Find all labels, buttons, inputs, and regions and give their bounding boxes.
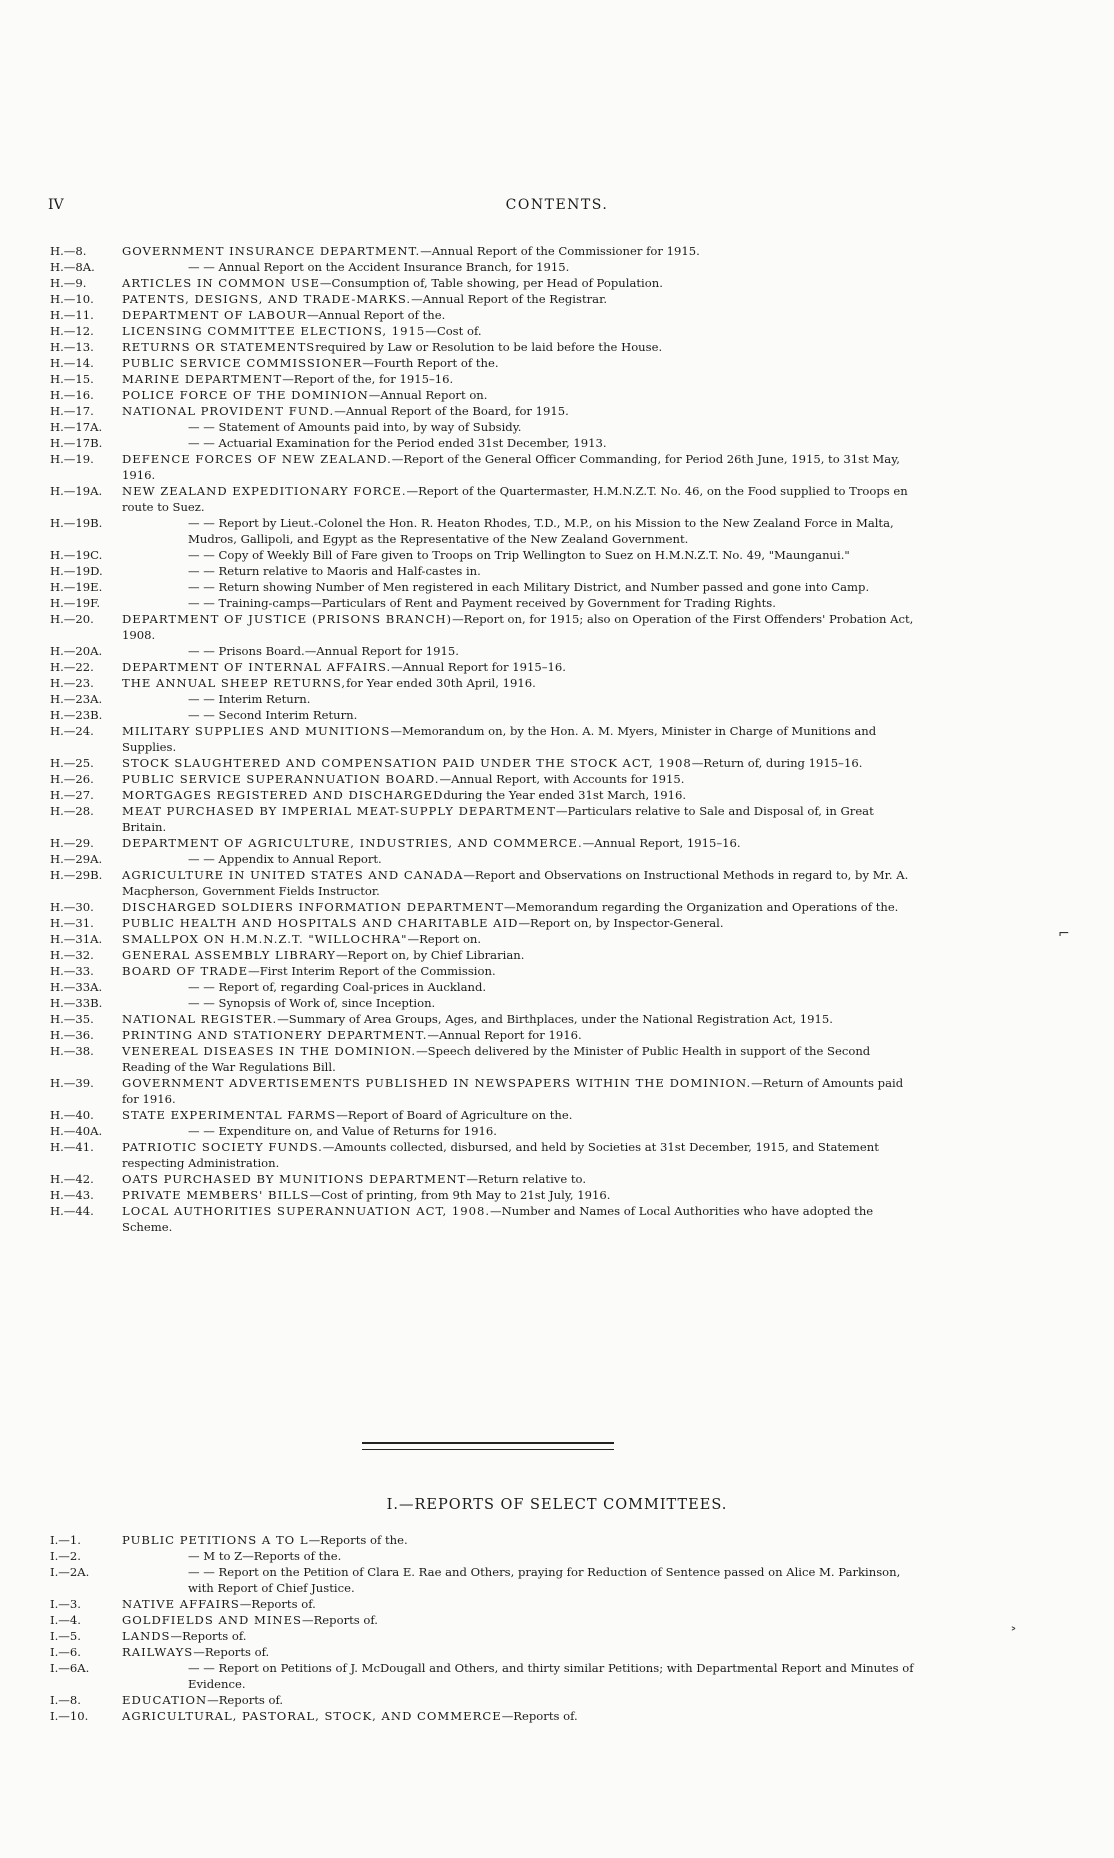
entry-title: PATENTS, DESIGNS, AND TRADE-MARKS. — [122, 292, 412, 306]
entry-description: —Reports of. — [239, 1597, 316, 1611]
entry-text — [122, 1123, 918, 1139]
entry-code: H.—33A. — [50, 980, 103, 994]
contents-entry — [0, 723, 918, 755]
contents-entry — [0, 1187, 918, 1203]
entry-code: H.—33. — [50, 964, 94, 978]
contents-entry — [0, 419, 918, 435]
entry-title: PUBLIC SERVICE COMMISSIONER — [122, 356, 363, 370]
entry-text — [122, 1171, 918, 1187]
contents-entry — [0, 771, 918, 787]
page-header — [48, 197, 1066, 217]
contents-entry — [0, 515, 918, 547]
entry-text — [122, 835, 918, 851]
entry-code: I.—2A. — [50, 1565, 90, 1579]
entry-text — [122, 1564, 918, 1596]
contents-entry — [0, 563, 918, 579]
entry-description: — — Prisons Board.—Annual Report for 1915. — [188, 644, 459, 658]
entry-text — [122, 675, 918, 691]
entry-code: I.—8. — [50, 1693, 81, 1707]
entry-description: for Year ended 30th April, 1916. — [346, 676, 536, 690]
entry-description: —Return relative to. — [466, 1172, 587, 1186]
entry-description: —Annual Report of the. — [307, 308, 446, 322]
entry-title: DEPARTMENT OF INTERNAL AFFAIRS. — [122, 660, 392, 674]
entry-title: RETURNS OR STATEMENTS — [122, 340, 316, 354]
entry-code: H.—42. — [50, 1172, 94, 1186]
contents-entry — [0, 355, 918, 371]
contents-entry — [0, 323, 918, 339]
contents-entry — [0, 259, 918, 275]
entry-description: — — Appendix to Annual Report. — [188, 852, 382, 866]
entry-description: — — Second Interim Return. — [188, 708, 358, 722]
entry-text — [122, 451, 918, 483]
entry-text — [122, 931, 918, 947]
entry-title: SMALLPOX ON H.M.N.Z.T. "WILLOCHRA" — [122, 932, 408, 946]
entry-text — [122, 339, 918, 355]
contents-entry — [0, 243, 918, 259]
entry-text — [122, 1628, 918, 1644]
contents-entry — [0, 579, 918, 595]
contents-entry — [0, 1075, 918, 1107]
entry-text — [122, 963, 918, 979]
entry-description: —Report on, by Inspector-General. — [518, 916, 724, 930]
entry-code: I.—6. — [50, 1645, 81, 1659]
margin-mark-symbol: ⌐ — [1058, 926, 1070, 942]
entry-text — [122, 1548, 918, 1564]
contents-entry — [0, 1043, 918, 1075]
contents-entry — [0, 787, 918, 803]
entry-text — [122, 755, 918, 771]
contents-entry — [0, 851, 918, 867]
entry-text — [122, 851, 918, 867]
entry-code: H.—8. — [50, 244, 87, 258]
entry-text — [122, 243, 918, 259]
entry-title: DEPARTMENT OF JUSTICE (PRISONS BRANCH) — [122, 612, 453, 626]
contents-entry — [0, 371, 918, 387]
entry-title: DISCHARGED SOLDIERS INFORMATION DEPARTMENT — [122, 900, 505, 914]
entry-text — [122, 307, 918, 323]
contents-entry — [0, 803, 918, 835]
entry-description: —First Interim Report of the Commission. — [248, 964, 496, 978]
entry-code: I.—3. — [50, 1597, 81, 1611]
entry-code: H.—19F. — [50, 596, 101, 610]
entry-code: H.—17B. — [50, 436, 103, 450]
entry-description: —Annual Report of the Registrar. — [411, 292, 608, 306]
entry-description: —Return of Amounts paid for 1916. — [122, 1076, 904, 1106]
entry-text — [122, 323, 918, 339]
entry-description: —Report on. — [407, 932, 482, 946]
entry-title: DEPARTMENT OF LABOUR — [122, 308, 308, 322]
contents-entry — [0, 899, 918, 915]
entry-code: H.—20A. — [50, 644, 103, 658]
contents-entry — [0, 643, 918, 659]
entry-text — [122, 579, 918, 595]
entry-text — [122, 1027, 918, 1043]
entry-description: — — Report on Petitions of J. McDougall and Others, and thirty similar Petitions; with Departmental Report and Minutes of Evidence. — [188, 1661, 914, 1691]
entry-text — [122, 723, 918, 755]
entry-description: —Reports of. — [301, 1613, 378, 1627]
entry-code: I.—6A. — [50, 1661, 90, 1675]
entry-code: H.—19B. — [50, 516, 103, 530]
entry-title: NATIONAL PROVIDENT FUND. — [122, 404, 335, 418]
entry-text — [122, 371, 918, 387]
entry-code: H.—25. — [50, 756, 94, 770]
entry-code: H.—27. — [50, 788, 94, 802]
entry-code: H.—44. — [50, 1204, 94, 1218]
entry-description: — — Report of, regarding Coal-prices in Auckland. — [188, 980, 487, 994]
entry-text — [122, 659, 918, 675]
entry-description: — — Expenditure on, and Value of Returns for 1916. — [188, 1124, 497, 1138]
contents-entry — [0, 755, 918, 771]
entry-description: —Report on, for 1915; also on Operation of the First Offenders' Probation Act, 1908. — [122, 612, 914, 642]
entry-description: —Fourth Report of the. — [362, 356, 499, 370]
entry-text — [122, 1596, 918, 1612]
section-i-list — [0, 1532, 1114, 1724]
entry-description: —Report of Board of Agriculture on the. — [336, 1108, 573, 1122]
entry-title: PRIVATE MEMBERS' BILLS — [122, 1188, 310, 1202]
entry-description: —Reports of the. — [308, 1533, 408, 1547]
entry-code: H.—23. — [50, 676, 94, 690]
margin-mark-symbol: ˃ — [1010, 1626, 1017, 1642]
entry-code: H.—43. — [50, 1188, 94, 1202]
section-divider — [362, 1442, 614, 1450]
entry-description: —Annual Report of the Board, for 1915. — [334, 404, 569, 418]
entry-text — [122, 419, 918, 435]
entry-code: H.—19C. — [50, 548, 103, 562]
entry-code: I.—1. — [50, 1533, 81, 1547]
entry-text — [122, 547, 918, 563]
entry-code: H.—31A. — [50, 932, 103, 946]
entry-description: —Amounts collected, disbursed, and held by Societies at 31st December, 1915, and Statement respecting Administration. — [122, 1140, 879, 1170]
entry-title: MILITARY SUPPLIES AND MUNITIONS — [122, 724, 391, 738]
entry-code: H.—10. — [50, 292, 94, 306]
entry-text — [122, 947, 918, 963]
page-title: CONTENTS. — [505, 197, 609, 213]
entry-code: H.—13. — [50, 340, 94, 354]
contents-entry — [0, 979, 918, 995]
entry-title: DEFENCE FORCES OF NEW ZEALAND. — [122, 452, 392, 466]
entry-title: AGRICULTURE IN UNITED STATES AND CANADA — [122, 868, 464, 882]
entry-code: H.—14. — [50, 356, 94, 370]
entry-description: —Report of the General Officer Commanding, for Period 26th June, 1915, to 31st May, 1916. — [122, 452, 900, 482]
contents-entry — [0, 1027, 918, 1043]
entry-text — [122, 771, 918, 787]
contents-entry — [0, 1123, 918, 1139]
contents-entry — [0, 707, 918, 723]
entry-code: H.—15. — [50, 372, 94, 386]
entry-text — [122, 563, 918, 579]
contents-entry — [0, 595, 918, 611]
entry-code: H.—28. — [50, 804, 94, 818]
entry-description: —Cost of. — [425, 324, 482, 338]
contents-entry — [0, 1692, 918, 1708]
contents-entry — [0, 947, 918, 963]
entry-title: LOCAL AUTHORITIES SUPERANNUATION ACT, 1908. — [122, 1204, 491, 1218]
contents-entry — [0, 963, 918, 979]
entry-title: MARINE DEPARTMENT — [122, 372, 283, 386]
contents-entry — [0, 1532, 918, 1548]
entry-code: I.—4. — [50, 1613, 81, 1627]
entry-text — [122, 1660, 918, 1692]
contents-entry — [0, 451, 918, 483]
contents-entry — [0, 835, 918, 851]
contents-entry — [0, 403, 918, 419]
entry-code: H.—8A. — [50, 260, 95, 274]
entry-description: —Return of, during 1915–16. — [691, 756, 863, 770]
entry-title: PATRIOTIC SOCIETY FUNDS. — [122, 1140, 323, 1154]
entry-description: —Summary of Area Groups, Ages, and Birthplaces, under the National Registration Act, 1915. — [277, 1012, 833, 1026]
contents-entry — [0, 339, 918, 355]
entry-description: —Reports of. — [501, 1709, 578, 1723]
contents-entry — [0, 611, 918, 643]
entry-text — [122, 1139, 918, 1171]
entry-text — [122, 1043, 918, 1075]
entry-text — [122, 691, 918, 707]
entry-code: H.—31. — [50, 916, 94, 930]
entry-code: H.—26. — [50, 772, 94, 786]
contents-entry — [0, 1548, 918, 1564]
entry-code: H.—36. — [50, 1028, 94, 1042]
entry-text — [122, 1708, 918, 1724]
entry-description: — — Annual Report on the Accident Insurance Branch, for 1915. — [188, 260, 570, 274]
entry-description: —Annual Report on. — [368, 388, 488, 402]
entry-title: THE ANNUAL SHEEP RETURNS, — [122, 676, 347, 690]
entry-title: LANDS — [122, 1629, 171, 1643]
entry-description: —Annual Report, 1915–16. — [582, 836, 741, 850]
entry-code: H.—38. — [50, 1044, 94, 1058]
entry-description: — — Return relative to Maoris and Half-castes in. — [188, 564, 481, 578]
entry-title: VENEREAL DISEASES IN THE DOMINION. — [122, 1044, 417, 1058]
entry-description: required by Law or Resolution to be laid before the House. — [315, 340, 663, 354]
entry-code: H.—19E. — [50, 580, 103, 594]
contents-entry — [0, 867, 918, 899]
contents-entry — [0, 1660, 918, 1692]
entry-code: H.—19A. — [50, 484, 103, 498]
entry-text — [122, 1107, 918, 1123]
entry-text — [122, 1187, 918, 1203]
page-number: IV — [48, 197, 64, 213]
entry-text — [122, 867, 918, 899]
entry-description: —Reports of. — [170, 1629, 247, 1643]
entry-title: PUBLIC PETITIONS A TO L — [122, 1533, 309, 1547]
entry-title: RAILWAYS — [122, 1645, 194, 1659]
entry-text — [122, 515, 918, 547]
entry-text — [122, 275, 918, 291]
entry-text — [122, 899, 918, 915]
contents-entry — [0, 659, 918, 675]
section-h-list — [0, 243, 1114, 1235]
entry-code: H.—9. — [50, 276, 87, 290]
entry-code: H.—24. — [50, 724, 94, 738]
entry-code: H.—17. — [50, 404, 94, 418]
entry-description: —Report of the Quartermaster, H.M.N.Z.T. No. 46, on the Food supplied to Troops en route to Suez. — [122, 484, 908, 514]
entry-description: —Speech delivered by the Minister of Public Health in support of the Second Reading of the War Regulations Bill. — [122, 1044, 871, 1074]
entry-description: — — Actuarial Examination for the Period ended 31st December, 1913. — [188, 436, 607, 450]
entry-text — [122, 611, 918, 643]
entry-text — [122, 787, 918, 803]
contents-entry — [0, 995, 918, 1011]
entry-text — [122, 259, 918, 275]
entry-text — [122, 355, 918, 371]
entry-text — [122, 1644, 918, 1660]
entry-code: I.—10. — [50, 1709, 89, 1723]
entry-title: STATE EXPERIMENTAL FARMS — [122, 1108, 337, 1122]
entry-title: NEW ZEALAND EXPEDITIONARY FORCE. — [122, 484, 407, 498]
entry-title: STOCK SLAUGHTERED AND COMPENSATION PAID UNDER THE STOCK ACT, 1908 — [122, 756, 692, 770]
entry-code: H.—40. — [50, 1108, 94, 1122]
entry-text — [122, 1203, 918, 1235]
entry-title: GENERAL ASSEMBLY LIBRARY — [122, 948, 336, 962]
entry-title: GOVERNMENT INSURANCE DEPARTMENT. — [122, 244, 421, 258]
contents-entry — [0, 1107, 918, 1123]
entry-title: PRINTING AND STATIONERY DEPARTMENT. — [122, 1028, 428, 1042]
entry-text — [122, 1612, 918, 1628]
contents-entry — [0, 915, 918, 931]
entry-code: H.—16. — [50, 388, 94, 402]
contents-entry — [0, 291, 918, 307]
entry-text — [122, 435, 918, 451]
entry-code: H.—30. — [50, 900, 94, 914]
entry-code: H.—20. — [50, 612, 94, 626]
entry-code: H.—19D. — [50, 564, 103, 578]
contents-entry — [0, 1612, 918, 1628]
contents-entry — [0, 1171, 918, 1187]
contents-entry — [0, 691, 918, 707]
entry-description: during the Year ended 31st March, 1916. — [443, 788, 687, 802]
entry-description: — — Report by Lieut.-Colonel the Hon. R. Heaton Rhodes, T.D., M.P., on his Mission to the New Zealand Force in Malta, Mudros, Gallipoli, and Egypt as the Representative of the New Zealand Government. — [188, 516, 894, 546]
entry-description: — — Interim Return. — [188, 692, 311, 706]
contents-entry — [0, 547, 918, 563]
entry-description: —Number and Names of Local Authorities who have adopted the Scheme. — [122, 1204, 874, 1234]
entry-title: NATIONAL REGISTER. — [122, 1012, 278, 1026]
entry-text — [122, 915, 918, 931]
contents-entry — [0, 1628, 918, 1644]
entry-code: H.—17A. — [50, 420, 103, 434]
entry-title: NATIVE AFFAIRS — [122, 1597, 240, 1611]
entry-text — [122, 803, 918, 835]
entry-title: PUBLIC HEALTH AND HOSPITALS AND CHARITABLE AID — [122, 916, 519, 930]
entry-text — [122, 1692, 918, 1708]
contents-entry — [0, 435, 918, 451]
entry-title: ARTICLES IN COMMON USE — [122, 276, 320, 290]
entry-description: — — Statement of Amounts paid into, by way of Subsidy. — [188, 420, 522, 434]
entry-title: AGRICULTURAL, PASTORAL, STOCK, AND COMMERCE — [122, 1709, 502, 1723]
contents-entry — [0, 1139, 918, 1171]
entry-code: H.—35. — [50, 1012, 94, 1026]
entry-title: MORTGAGES REGISTERED AND DISCHARGED — [122, 788, 444, 802]
entry-code: H.—23B. — [50, 708, 103, 722]
entry-description: —Consumption of, Table showing, per Head of Population. — [319, 276, 663, 290]
entry-code: H.—29B. — [50, 868, 103, 882]
entry-description: — — Training-camps—Particulars of Rent and Payment received by Government for Trading Rights. — [188, 596, 776, 610]
entry-code: H.—29. — [50, 836, 94, 850]
entry-code: I.—5. — [50, 1629, 81, 1643]
entry-description: —Annual Report of the Commissioner for 1915. — [420, 244, 700, 258]
entry-code: H.—23A. — [50, 692, 103, 706]
entry-description: —Report on, by Chief Librarian. — [335, 948, 525, 962]
entry-text — [122, 1075, 918, 1107]
entry-code: H.—32. — [50, 948, 94, 962]
entry-text — [122, 707, 918, 723]
entry-code: H.—12. — [50, 324, 94, 338]
entry-description: —Particulars relative to Sale and Disposal of, in Great Britain. — [122, 804, 874, 834]
entry-description: —Memorandum on, by the Hon. A. M. Myers, Minister in Charge of Munitions and Supplies. — [122, 724, 877, 754]
entry-description: — M to Z—Reports of the. — [188, 1549, 342, 1563]
entry-text — [122, 595, 918, 611]
entry-code: H.—19. — [50, 452, 94, 466]
contents-entry — [0, 1203, 918, 1235]
entry-description: —Reports of. — [207, 1693, 284, 1707]
entry-code: H.—39. — [50, 1076, 94, 1090]
entry-code: H.—29A. — [50, 852, 103, 866]
entry-title: EDUCATION — [122, 1693, 208, 1707]
entry-text — [122, 291, 918, 307]
entry-code: H.—41. — [50, 1140, 94, 1154]
entry-text — [122, 483, 918, 515]
entry-description: —Report and Observations on Instructional Methods in regard to, by Mr. A. Macpherson, Government Fields Instructor. — [122, 868, 909, 898]
entry-title: PUBLIC SERVICE SUPERANNUATION BOARD. — [122, 772, 440, 786]
entry-code: H.—22. — [50, 660, 94, 674]
entry-code: H.—33B. — [50, 996, 103, 1010]
contents-entry — [0, 1564, 918, 1596]
entry-text — [122, 1011, 918, 1027]
entry-code: H.—11. — [50, 308, 94, 322]
entry-description: —Annual Report for 1916. — [427, 1028, 582, 1042]
entry-title: LICENSING COMMITTEE ELECTIONS, 1915 — [122, 324, 426, 338]
contents-entry — [0, 1644, 918, 1660]
entry-description: —Annual Report, with Accounts for 1915. — [439, 772, 685, 786]
entry-title: OATS PURCHASED BY MUNITIONS DEPARTMENT — [122, 1172, 467, 1186]
entry-text — [122, 979, 918, 995]
entry-text — [122, 1532, 918, 1548]
entry-description: —Cost of printing, from 9th May to 21st July, 1916. — [309, 1188, 611, 1202]
entry-description: —Annual Report for 1915–16. — [391, 660, 566, 674]
contents-entry — [0, 1708, 918, 1724]
entry-text — [122, 403, 918, 419]
contents-entry — [0, 307, 918, 323]
contents-entry — [0, 1596, 918, 1612]
entry-title: MEAT PURCHASED BY IMPERIAL MEAT-SUPPLY DEPARTMENT — [122, 804, 556, 818]
entry-description: —Report of the, for 1915–16. — [282, 372, 454, 386]
entry-title: BOARD OF TRADE — [122, 964, 249, 978]
entry-title: DEPARTMENT OF AGRICULTURE, INDUSTRIES, AND COMMERCE. — [122, 836, 583, 850]
contents-entry — [0, 483, 918, 515]
contents-entry — [0, 675, 918, 691]
contents-entry — [0, 387, 918, 403]
entry-code: I.—2. — [50, 1549, 81, 1563]
contents-entry — [0, 931, 918, 947]
entry-text — [122, 387, 918, 403]
entry-text — [122, 995, 918, 1011]
entry-description: — — Report on the Petition of Clara E. Rae and Others, praying for Reduction of Sentence passed on Alice M. Parkinson, with Report of Chief Justice. — [188, 1565, 901, 1595]
entry-title: POLICE FORCE OF THE DOMINION — [122, 388, 369, 402]
entry-description: — — Copy of Weekly Bill of Fare given to Troops on Trip Wellington to Suez on H.M.N.Z.T. No. 49, "Maunganui." — [188, 548, 850, 562]
contents-entry — [0, 1011, 918, 1027]
entry-description: — — Synopsis of Work of, since Inception. — [188, 996, 436, 1010]
entry-description: — — Return showing Number of Men registered in each Military District, and Number passed and gone into Camp. — [188, 580, 870, 594]
entry-code: H.—40A. — [50, 1124, 103, 1138]
entry-title: GOLDFIELDS AND MINES — [122, 1613, 302, 1627]
contents-entry — [0, 275, 918, 291]
section-i-heading: I.—REPORTS OF SELECT COMMITTEES. — [386, 1497, 728, 1513]
entry-description: —Memorandum regarding the Organization and Operations of the. — [504, 900, 899, 914]
entry-description: —Reports of. — [193, 1645, 270, 1659]
entry-title: GOVERNMENT ADVERTISEMENTS PUBLISHED IN NEWSPAPERS WITHIN THE DOMINION. — [122, 1076, 752, 1090]
entry-text — [122, 643, 918, 659]
